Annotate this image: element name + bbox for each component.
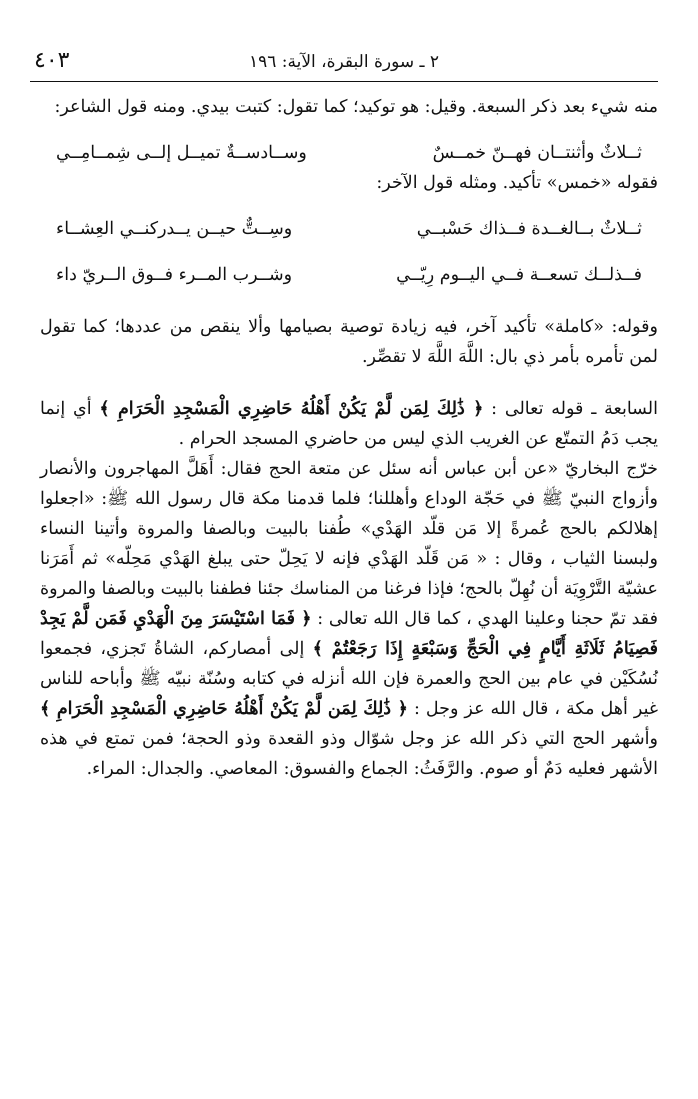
paragraph-5-part-b: إلى أمصاركم، الشاةُ تَجزي، فجمعوا نُسُكَيْن في عام بين الحج والعمرة فإن الله أنزله في كتابه وسُنّة نبيّه ﷺ وأباحه للناس غير أهل مكة ، قال الله عز وجل : bbox=[40, 639, 658, 719]
paragraph-4-lead: السابعة ـ قوله تعالى : bbox=[483, 399, 658, 419]
verse-3-second-hemistich: وشــرب المــرء فــوق الــريّ داء bbox=[56, 265, 293, 285]
verse-line-1 bbox=[40, 138, 658, 168]
paragraph-4-rest: أي إنما يجب دَمُ التمتّع عن الغريب الذي ليس من حاضري المسجد الحرام . bbox=[40, 399, 658, 449]
verse-line-3 bbox=[40, 260, 658, 290]
quran-quote-1: ﴿ ذَٰلِكَ لِمَن لَّمْ يَكُنْ أَهْلُهُ حَاضِرِي الْمَسْجِدِ الْحَرَامِ ﴾ bbox=[99, 399, 484, 419]
verse-line-2 bbox=[40, 214, 658, 244]
page-body bbox=[40, 92, 658, 784]
paragraph-5 bbox=[40, 454, 658, 784]
paragraph-2: فقوله «خمس» تأكيد. ومثله قول الآخر: bbox=[376, 173, 658, 193]
running-title: ٢ ـ سورة البقرة، الآية: ١٩٦ bbox=[248, 52, 440, 72]
page-number: ٤٠٣ bbox=[34, 48, 70, 73]
paragraph-3: وقوله: «كاملة» تأكيد آخر، فيه زيادة توصية بصيامها وألا ينقص من عددها؛ كما تقول لمن تأمره بأمر ذي بال: اللَّهَ اللَّهَ لا تقصِّر. bbox=[40, 317, 658, 367]
paragraph-4 bbox=[40, 394, 658, 454]
page-header bbox=[30, 48, 658, 82]
verse-2-first-hemistich: ثــلاثٌ بــالغــدة فــذاك حَسْبــي bbox=[416, 219, 642, 239]
quran-quote-2: ﴿ فَمَا اسْتَيْسَرَ مِنَ الْهَدْيِ فَمَن لَّمْ يَجِدْ فَصِيَامُ ثَلَاثَةِ أَيَّامٍ فِي الْحَجِّ وَسَبْعَةٍ إِذَا رَجَعْتُمْ ﴾ bbox=[40, 609, 659, 659]
verse-2-second-hemistich: وسِــتٌّ حيــن يــدركنــي العِشــاء bbox=[56, 219, 293, 239]
paragraph-5-part-c: وأشهر الحج التي ذكر الله عز وجل شوّال وذو القعدة وذو الحجة؛ فمن تمتع في هذه الأشهر فعليه دَمٌ أو صوم. والرَّفَثُ: الجماع والفسوق: المعاصي. والجدال: المراء. bbox=[40, 729, 658, 779]
paragraph-1: منه شيء بعد ذكر السبعة. وقيل: هو توكيد؛ كما تقول: كتبت بيدي. ومنه قول الشاعر: bbox=[54, 97, 658, 117]
verse-1-first-hemistich: ثــلاثٌ وأثنتــان فهــنّ خمــسٌ bbox=[432, 143, 642, 163]
verse-3-first-hemistich: فــذلــك تسعــة فــي اليــوم رِيّــي bbox=[396, 265, 642, 285]
verse-1-second-hemistich: وســادســةٌ تميــل إلــى شِمــامِــي bbox=[56, 143, 307, 163]
header-rule bbox=[30, 81, 658, 82]
paragraph-5-part-a: خرّج البخاريّ «عن أبن عباس أنه سئل عن متعة الحج فقال: أَهَلَّ المهاجرون والأنصار وأزواج النبيّ ﷺ في حَجّة الوداع وأهللنا؛ فلما قدمنا مكة قال رسول الله ﷺ: «اجعلوا إهلالكم بالحج عُمرةً إلا مَن قلّد الهَدْي» طُفنا بالبيت وبالصفا والمروة وأتينا النساء ولبسنا الثياب ، وقال : « مَن قَلّد الهَدْي فإنه لا يَحِلّ حتى يبلغ الهَدْي مَحِلّه» ثم أَمَرَنا عشيّة التَّرْوِيَة أن نُهِلّ بالحج؛ فإذا فرغنا من المناسك جئنا فطفنا بالبيت وبالصفا والمروة فقد تمّ حجنا وعلينا الهدي ، كما قال الله تعالى : bbox=[40, 459, 659, 629]
quran-quote-3: ﴿ ذَٰلِكَ لِمَن لَّمْ يَكُنْ أَهْلُهُ حَاضِرِي الْمَسْجِدِ الْحَرَامِ ﴾ bbox=[40, 699, 408, 719]
